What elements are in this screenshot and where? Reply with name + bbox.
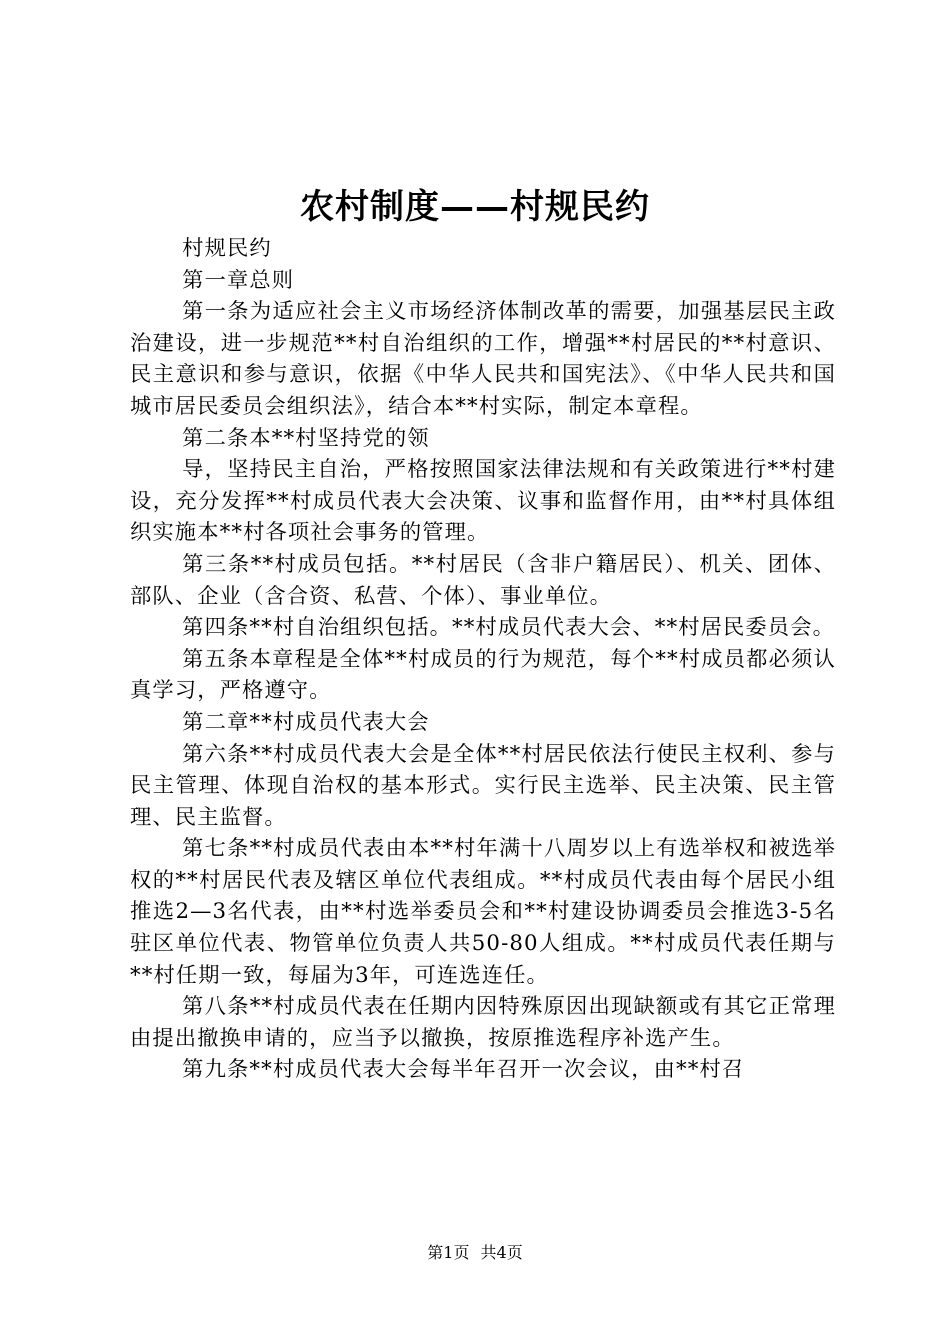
paragraph-article-9: 第九条**村成员代表大会每半年召开一次会议，由**村召 <box>182 1057 745 1083</box>
paragraph-heading-cungui: 村规民约 <box>182 236 272 261</box>
page-footer <box>0 1242 950 1264</box>
paragraph-article-1: 第一条为适应社会主义市场经济体制改革的需要，加强基层民主政治建设，进一步规范**村自治组织的工作，增强**村居民的**村意识、民主意识和参与意识，依据《中华人民共和国宪法》、《中华人民共和国城市居民委员会组织法》，结合本**村实际，制定本章程。 <box>130 299 836 419</box>
paragraph-chapter-1: 第一章总则 <box>182 267 295 293</box>
paragraph-article-7: 第七条**村成员代表由本**村年满十八周岁以上有选举权和被选举权的**村居民代表及辖区单位代表组成。**村成员代表由每个居民小组推选2—3名代表，由**村选举委员会和**村建设协调委员会推选3-5名驻区单位代表、物管单位负责人共50-80人组成。**村成员代表任期与**村任期一致，每届为3年，可连选连任。 <box>130 836 836 988</box>
paragraph-article-2-start: 第二条本**村坚持党的领 <box>182 425 430 451</box>
page-number: 第1页 <box>427 1243 470 1262</box>
document-body <box>130 233 836 1086</box>
paragraph-article-6: 第六条**村成员代表大会是全体**村居民依法行使民主权利、参与民主管理、体现自治权的基本形式。实行民主选举、民主决策、民主管理、民主监督。 <box>130 741 836 830</box>
page-total: 共4页 <box>480 1243 523 1262</box>
paragraph-article-4: 第四条**村自治组织包括。**村成员代表大会、**村居民委员会。 <box>182 615 835 641</box>
paragraph-article-8: 第八条**村成员代表在任期内因特殊原因出现缺额或有其它正常理由提出撤换申请的，应当予以撤换，按原推选程序补选产生。 <box>130 994 836 1051</box>
paragraph-article-5: 第五条本章程是全体**村成员的行为规范，每个**村成员都必须认真学习，严格遵守。 <box>130 646 836 704</box>
paragraph-chapter-2: 第二章**村成员代表大会 <box>182 709 430 735</box>
paragraph-article-2-cont: 导，坚持民主自治，严格按照国家法律法规和有关政策进行**村建设，充分发挥**村成员代表大会决策、议事和监督作用，由**村具体组织实施本**村各项社会事务的管理。 <box>130 457 836 546</box>
paragraph-article-3: 第三条**村成员包括。**村居民（含非户籍居民）、机关、团体、部队、企业（含合资、私营、个体）、事业单位。 <box>130 551 836 609</box>
document-title: 农村制度——村规民约 <box>300 187 650 227</box>
